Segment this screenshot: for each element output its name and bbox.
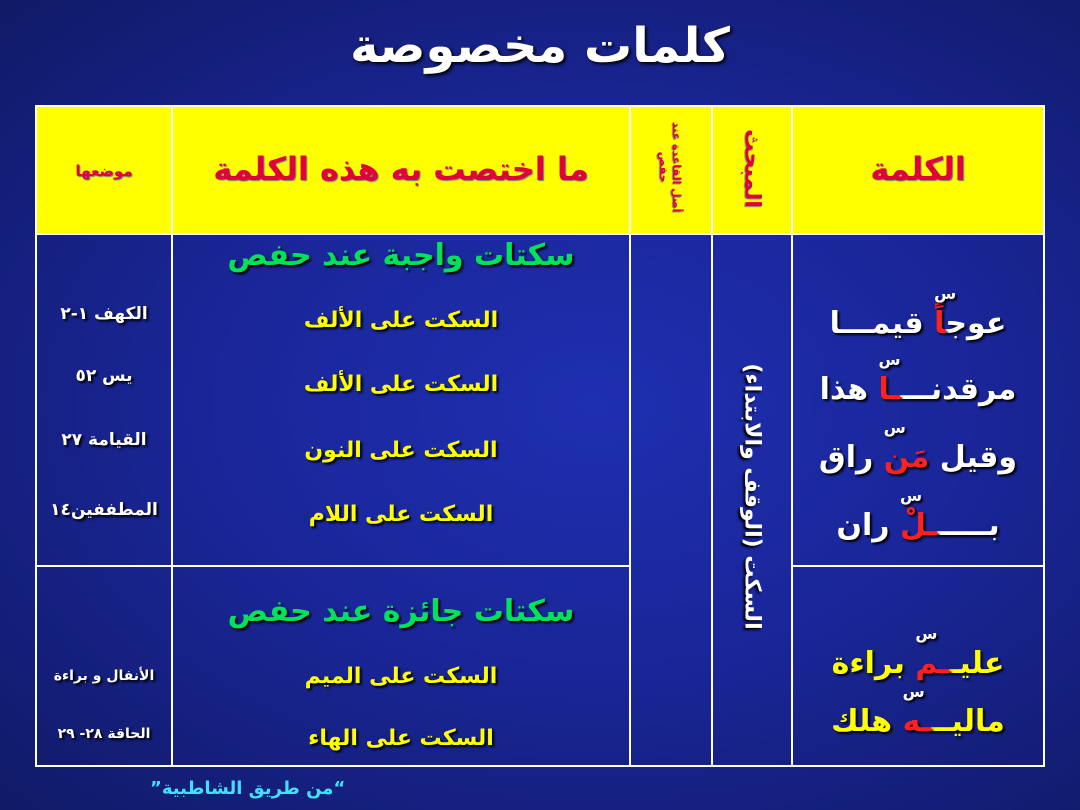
word-entry	[792, 350, 1044, 407]
header-specific	[172, 106, 630, 234]
word-after: هذا	[819, 372, 879, 407]
section1-item: السكت على الألف	[303, 308, 499, 333]
word-mark	[902, 682, 932, 739]
word-entry	[792, 682, 1044, 739]
header-topic-label: المبحث	[739, 129, 765, 208]
section2-item: السكت على الهاء	[308, 726, 494, 751]
location-text: يس ٥٢	[75, 366, 133, 386]
location-text: الحاقة ٢٨- ٢٩	[57, 726, 151, 742]
header-location-label: موضعها	[75, 162, 133, 180]
word-entry	[792, 418, 1044, 475]
header-rule-label: أصل القاعدة عند حفص	[657, 121, 683, 213]
location-text: الأنفال و براءة	[53, 668, 155, 684]
topic-value: السكت (الوقف والابتداء)	[739, 363, 765, 630]
word-after: قيمـــا	[829, 306, 935, 341]
section1-specific	[172, 234, 630, 566]
location-text: القيامة ٢٧	[61, 430, 147, 450]
section2-heading: سكتات جائزة عند حفص	[227, 594, 575, 629]
section1-item: السكت على الألف	[303, 372, 499, 397]
section1-heading: سكتات واجبة عند حفص	[227, 238, 575, 273]
word-entry	[792, 284, 1044, 341]
word-mark-text: مَن	[883, 440, 930, 475]
word-mark-text: ـلْ	[900, 508, 938, 543]
word-before: مرقدنـــ	[900, 372, 1017, 407]
word-mark-text: ـه	[902, 704, 932, 739]
word-after: براءة	[831, 646, 916, 681]
slide-title: كلمات مخصوصة	[350, 18, 730, 74]
location-text: الكهف ١-٢	[60, 304, 148, 324]
word-mark-text: ـم	[915, 646, 950, 681]
section1-item: السكت على اللام	[308, 502, 494, 527]
sakt-sign: س	[878, 350, 901, 369]
section1-words	[792, 234, 1044, 566]
word-after: هلك	[831, 704, 903, 739]
header-word-label: الكلمة	[870, 150, 966, 188]
word-before: وقيل	[929, 440, 1018, 475]
word-mark-text: اً	[934, 306, 946, 341]
word-mark	[934, 284, 957, 341]
word-mark	[900, 486, 938, 543]
section1-locations	[36, 234, 172, 566]
word-mark-text: ـا	[878, 372, 901, 407]
section2-specific	[172, 566, 630, 766]
sakt-sign: س	[900, 486, 923, 505]
word-after: راق	[818, 440, 884, 475]
word-before: عوج	[945, 306, 1007, 341]
sakt-sign: س	[934, 284, 957, 303]
header-location	[36, 106, 172, 234]
footer-note: ”من طريق الشاطبية“	[150, 778, 346, 799]
section1-item: السكت على النون	[304, 438, 498, 463]
word-after: ران	[836, 508, 901, 543]
section2-locations	[36, 566, 172, 766]
sakt-sign: س	[883, 418, 906, 437]
word-before: عليـ	[949, 646, 1005, 681]
word-entry	[792, 486, 1044, 543]
word-mark	[915, 624, 950, 681]
header-topic	[712, 106, 792, 234]
header-rule	[630, 106, 712, 234]
topic-cell	[712, 234, 792, 766]
word-mark	[878, 350, 901, 407]
sakt-sign: س	[915, 624, 938, 643]
location-text: المطففين١٤	[50, 500, 158, 520]
header-word	[792, 106, 1044, 234]
word-before: ماليــ	[931, 704, 1005, 739]
word-before: بـــــ	[937, 508, 1000, 543]
header-specific-label: ما اختصت به هذه الكلمة	[213, 150, 589, 188]
sakt-sign: س	[902, 682, 925, 701]
word-mark	[883, 418, 930, 475]
section2-item: السكت على الميم	[304, 664, 498, 689]
section2-words	[792, 566, 1044, 766]
word-entry	[792, 624, 1044, 681]
